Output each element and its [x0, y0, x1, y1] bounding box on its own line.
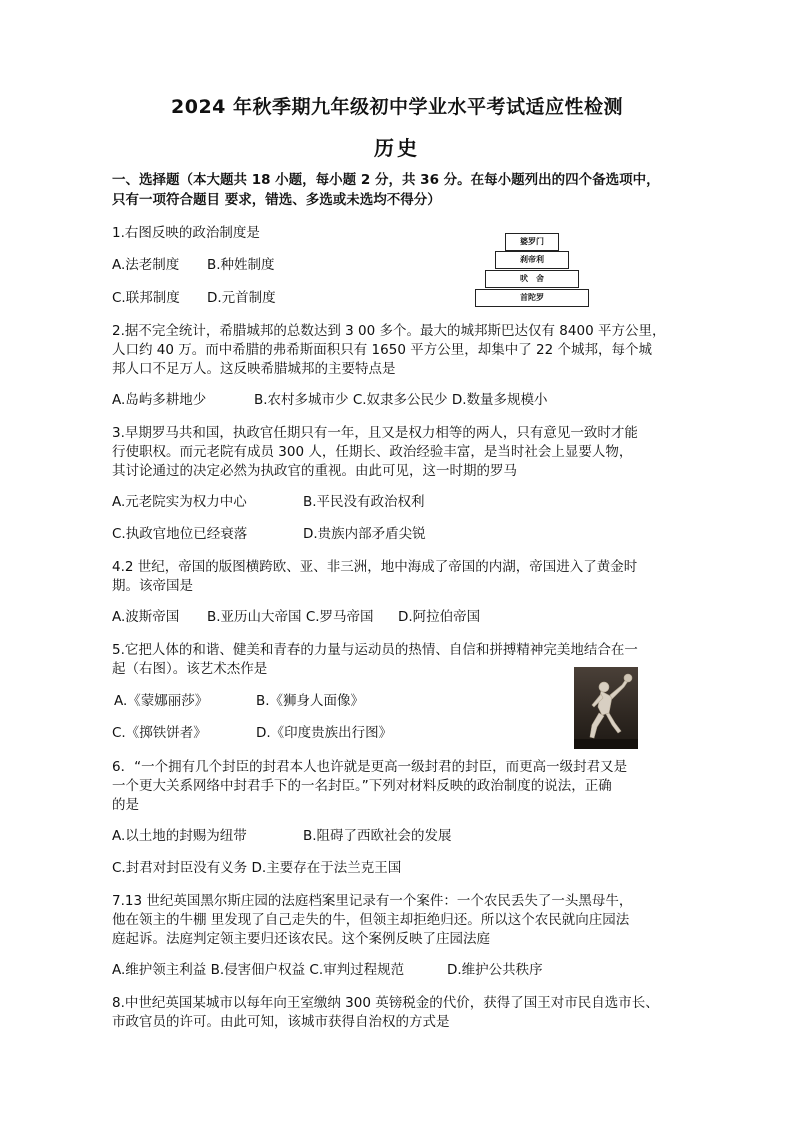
q5-option-b: B.《狮身人面像》	[256, 693, 365, 709]
pyramid-level-4: 首陀罗	[475, 289, 589, 307]
q1-option-c: C.联邦制度	[112, 290, 180, 306]
q6-options-cd: C.封君对封臣没有义务 D.主要存在于法兰克王国	[112, 860, 402, 876]
q4-option-d: D.阿拉伯帝国	[398, 609, 481, 625]
q5-stem-line1: 5.它把人体的和谐、健美和青春的力量与运动员的热情、自信和拼搏精神完美地结合在一	[112, 642, 638, 658]
q4-option-a: A.波斯帝国	[112, 609, 180, 625]
q6-option-b: B.阻碍了西欧社会的发展	[303, 828, 452, 844]
discobolus-figure-icon	[574, 667, 638, 749]
q1-option-b: B.种姓制度	[207, 257, 275, 273]
q7-option-d: D.维护公共秩序	[447, 962, 543, 978]
q5-option-d: D.《印度贵族出行图》	[256, 725, 393, 741]
q7-options-abc: A.维护领主利益 B.侵害佃户权益 C.审判过程规范	[112, 962, 405, 978]
q2-options-bcd: B.农村多城市少 C.奴隶多公民少 D.数量多规模小	[254, 392, 548, 408]
q1-option-d: D.元首制度	[207, 290, 276, 306]
q3-stem-line2: 行使职权。而元老院有成员 300 人，任期长、政治经验丰富，是当时社会上显要人物，	[112, 444, 633, 460]
q5-stem-line2: 起（右图）。该艺术杰作是	[112, 661, 268, 677]
q1-stem: 1.右图反映的政治制度是	[112, 225, 260, 241]
q3-stem-line3: 其讨论通过的决定必然为执政官的重视。由此可见，这一时期的罗马	[112, 463, 517, 479]
q3-stem-line1: 3.早期罗马共和国，执政官任期只有一年，且又是权力相等的两人，只有意见一致时才能	[112, 425, 638, 441]
q6-stem-line1: 6．“一个拥有几个封臣的封君本人也许就是更高一级封君的封臣，而更高一级封君又是	[112, 759, 628, 775]
q8-stem-line1: 8.中世纪英国某城市以每年向王室缴纳 300 英镑税金的代价，获得了国王对市民自选市长、	[112, 995, 659, 1011]
q5-option-a: A.《蒙娜丽莎》	[114, 693, 209, 709]
q3-option-a: A.元老院实为权力中心	[112, 494, 247, 510]
q7-stem-line3: 庭起诉。法庭判定领主要归还该农民。这个案例反映了庄园法庭	[112, 931, 490, 947]
pyramid-level-2: 刹帝利	[495, 251, 569, 269]
q3-option-d: D.贵族内部矛盾尖锐	[303, 526, 426, 542]
exam-title: 2024 年秋季期九年级初中学业水平考试适应性检测	[171, 96, 623, 118]
q3-option-b: B.平民没有政治权利	[303, 494, 425, 510]
section-instructions-line1: 一、选择题（本大题共 18 小题，每小题 2 分，共 36 分。在每小题列出的四个备选项中，	[112, 172, 660, 188]
q5-option-c: C.《掷铁饼者》	[112, 725, 207, 741]
q4-options-bc: B.亚历山大帝国 C.罗马帝国	[207, 609, 374, 625]
caste-pyramid-figure	[473, 233, 591, 311]
q6-stem-line2: 一个更大关系网络中封君手下的一名封臣。”下列对材料反映的政治制度的说法，正确	[112, 778, 612, 794]
q2-stem-line3: 邦人口不足万人。这反映希腊城邦的主要特点是	[112, 361, 396, 377]
q8-stem-line2: 市政官员的许可。由此可知，该城市获得自治权的方式是	[112, 1014, 450, 1030]
q2-option-a: A.岛屿多耕地少	[112, 392, 207, 408]
q7-stem-line1: 7.13 世纪英国黑尔斯庄园的法庭档案里记录有一个案件：一个农民丢失了一头黑母牛，	[112, 893, 633, 909]
discobolus-statue-image	[574, 667, 638, 749]
pyramid-level-1: 婆罗门	[505, 233, 559, 251]
q2-stem-line1: 2.据不完全统计，希腊城邦的总数达到 3 00 多个。最大的城邦斯巴达仅有 8400 平方公里，	[112, 323, 666, 339]
q4-stem-line2: 期。该帝国是	[112, 578, 193, 594]
q7-stem-line2: 他在领主的牛棚 里发现了自己走失的牛，但领主却拒绝归还。所以这个农民就向庄园法	[112, 912, 630, 928]
subject-title: 历史	[374, 136, 420, 160]
q6-stem-line3: 的是	[112, 797, 139, 813]
pyramid-level-3: 吠 舍	[485, 270, 579, 288]
q6-option-a: A.以土地的封赐为纽带	[112, 828, 247, 844]
q1-option-a: A.法老制度	[112, 257, 180, 273]
q3-option-c: C.执政官地位已经衰落	[112, 526, 248, 542]
section-instructions-line2: 只有一项符合题目 要求，错选、多选或未选均不得分）	[112, 192, 441, 208]
q4-stem-line1: 4.2 世纪，帝国的版图横跨欧、亚、非三洲，地中海成了帝国的内湖，帝国进入了黄金时	[112, 559, 638, 575]
q2-stem-line2: 人口约 40 万。而中希腊的弗希斯面积只有 1650 平方公里，却集中了 22 个城邦，每个城	[112, 342, 652, 358]
